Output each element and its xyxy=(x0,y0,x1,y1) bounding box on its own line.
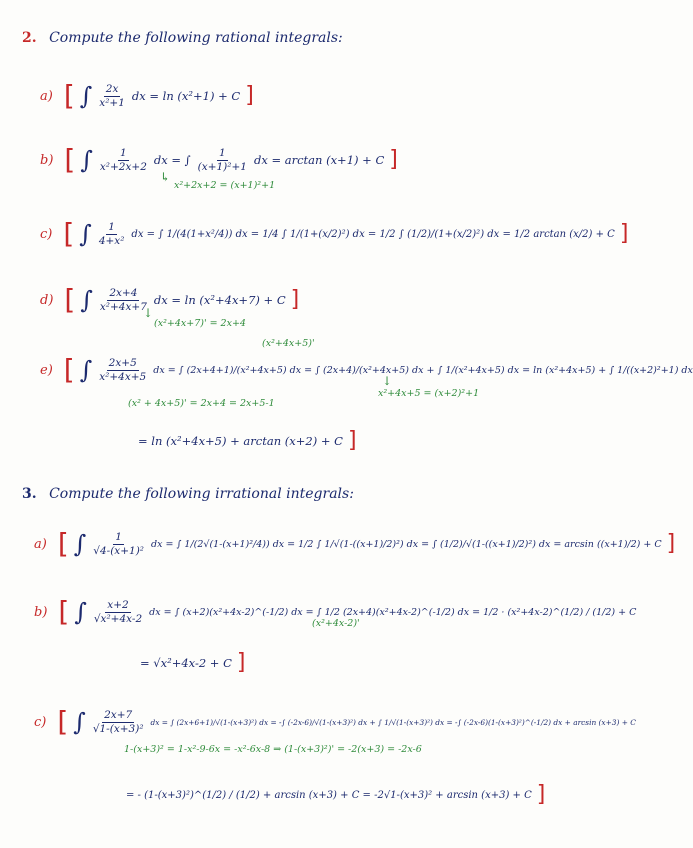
problem-label: a) xyxy=(40,88,53,104)
problem-2b xyxy=(40,143,398,176)
numerator: 2x+7 xyxy=(104,709,133,722)
problem-3b-result xyxy=(140,652,246,674)
side-note: (x²+4x-2)' xyxy=(312,618,360,629)
close-bracket: ] xyxy=(290,287,300,312)
section-2-number: 2. xyxy=(22,30,37,46)
integrand-fraction xyxy=(97,83,127,108)
numerator: x+2 xyxy=(107,599,129,612)
numerator: 1 xyxy=(115,531,122,544)
solution-line: dx = ∫ (2x+6+1)/√(1-(x+3)²) dx = -∫ (-2x-6)/√(1-(x+3)²) dx + ∫ 1/√(1-(x+3)²) dx = -∫ (-2x-6)(1-(x+3)²)^(-1/2) dx + arcsin (x+3) + C xyxy=(150,717,636,727)
denominator: √x²+4x-2 xyxy=(93,612,143,625)
problem-label: b) xyxy=(40,152,54,168)
close-bracket: ] xyxy=(347,428,357,453)
result-expression: = - (1-(x+3)²)^(1/2) / (1/2) + arcsin (x+3) + C = -2√1-(x+3)² + arcsin (x+3) + C xyxy=(126,789,532,801)
step-expression: dx = ∫ xyxy=(153,153,191,167)
problem-2e xyxy=(40,353,693,386)
integrand-fraction xyxy=(91,531,146,556)
problem-label: c) xyxy=(40,226,53,242)
down-arrow-icon: ↳ xyxy=(160,170,171,184)
solution-line: dx = ∫ (2x+4+1)/(x²+4x+5) dx = ∫ (2x+4)/(x²+4x+5) dx + ∫ 1/(x²+4x+5) dx = ln (x²+4x+5) + ∫ 1/((x+2)²+1) dx xyxy=(153,364,693,376)
open-bracket: [ xyxy=(63,353,75,386)
side-note: (x² + 4x+5)' = 2x+4 = 2x+5-1 xyxy=(128,398,275,409)
close-bracket: ] xyxy=(536,782,546,807)
side-note: (x²+4x+7)' = 2x+4 xyxy=(154,318,246,329)
integrand-fraction xyxy=(92,599,144,624)
problem-label: c) xyxy=(34,714,47,730)
down-arrow-icon: ↓ xyxy=(143,306,154,320)
section-2-text: Compute the following rational integrals: xyxy=(49,30,343,46)
problem-label: e) xyxy=(40,362,53,378)
problem-label: a) xyxy=(34,536,47,552)
problem-2a xyxy=(40,79,254,112)
integrand-fraction xyxy=(98,287,149,312)
result-expression: dx = arctan (x+1) + C xyxy=(253,153,385,167)
solution-line: dx = ∫ 1/(4(1+x²/4)) dx = 1/4 ∫ 1/(1+(x/2)²) dx = 1/2 ∫ (1/2)/(1+(x/2)²) dx = 1/2 arctan (x/2) + C xyxy=(131,228,615,240)
side-note: x²+4x+5 = (x+2)²+1 xyxy=(378,388,480,399)
down-arrow-icon: ↓ xyxy=(382,374,393,388)
open-bracket: [ xyxy=(57,705,69,738)
section-3-title xyxy=(22,486,354,502)
denominator: 4+x² xyxy=(98,234,125,247)
problem-3c-result xyxy=(126,784,545,806)
numerator: 2x xyxy=(105,83,119,96)
close-bracket: ] xyxy=(619,221,629,246)
result-expression: = √x²+4x-2 + C xyxy=(140,656,232,670)
open-bracket: [ xyxy=(64,143,76,176)
denominator: x²+4x+5 xyxy=(99,370,147,383)
open-bracket: [ xyxy=(57,527,69,560)
integrand-fraction xyxy=(97,357,148,382)
section-3-text: Compute the following irrational integrals: xyxy=(49,486,354,502)
numerator: 2x+4 xyxy=(109,287,138,300)
integrand-fraction xyxy=(91,709,146,734)
integral-sign: ∫ xyxy=(79,82,93,110)
numerator: 2x+5 xyxy=(108,357,137,370)
numerator: 1 xyxy=(218,147,226,160)
result-expression: dx = ln (x²+1) + C xyxy=(131,89,241,103)
solution-line: dx = ∫ (x+2)(x²+4x-2)^(-1/2) dx = ∫ 1/2 (2x+4)(x²+4x-2)^(-1/2) dx = 1/2 · (x²+4x-2)^(1/2) / (1/2) + C xyxy=(149,606,637,618)
denominator: x²+2x+2 xyxy=(99,160,147,173)
denominator: x²+4x+7 xyxy=(99,300,147,313)
integrand-fraction xyxy=(97,221,127,246)
result-expression: dx = ln (x²+4x+7) + C xyxy=(153,293,286,307)
problem-label: d) xyxy=(40,292,54,308)
integral-sign: ∫ xyxy=(79,356,93,384)
integral-sign: ∫ xyxy=(80,286,93,314)
problem-3a xyxy=(34,527,676,560)
solution-line: dx = ∫ 1/(2√(1-(x+1)²/4)) dx = 1/2 ∫ 1/√(1-((x+1)/2)²) dx = ∫ (1/2)/√(1-((x+1)/2)²) dx = arcsin ((x+1)/2) + C xyxy=(151,538,662,550)
open-bracket: [ xyxy=(64,283,76,316)
problem-2e-result xyxy=(138,430,357,452)
step-fraction xyxy=(196,147,249,172)
section-2-title xyxy=(22,30,343,46)
close-bracket: ] xyxy=(666,531,676,556)
open-bracket: [ xyxy=(63,79,75,112)
close-bracket: ] xyxy=(389,147,398,172)
close-bracket: ] xyxy=(245,83,254,108)
integral-sign: ∫ xyxy=(79,220,92,248)
denominator: x²+1 xyxy=(99,96,125,109)
integral-sign: ∫ xyxy=(73,530,87,558)
denominator: (x+1)²+1 xyxy=(197,160,247,173)
open-bracket: [ xyxy=(58,595,70,628)
integral-sign: ∫ xyxy=(73,708,86,736)
problem-label: b) xyxy=(34,604,48,620)
denominator: √1-(x+3)² xyxy=(92,722,144,735)
denominator: √4-(x+1)² xyxy=(93,544,145,557)
problem-2d xyxy=(40,283,300,316)
problem-3c xyxy=(34,705,636,738)
result-expression: = ln (x²+4x+5) + arctan (x+2) + C xyxy=(138,434,343,448)
open-bracket: [ xyxy=(63,217,75,250)
side-note: 1-(x+3)² = 1-x²-9-6x = -x²-6x-8 ⇒ (1-(x+3)²)' = -2(x+3) = -2x-6 xyxy=(124,744,422,755)
top-note: (x²+4x+5)' xyxy=(262,338,315,349)
close-bracket: ] xyxy=(236,650,246,675)
integral-sign: ∫ xyxy=(74,598,87,626)
section-3-number: 3. xyxy=(22,486,37,502)
integrand-fraction xyxy=(98,147,149,172)
numerator: 1 xyxy=(108,221,115,234)
integral-sign: ∫ xyxy=(80,146,93,174)
side-note: x²+2x+2 = (x+1)²+1 xyxy=(174,180,276,191)
problem-2c xyxy=(40,217,629,250)
numerator: 1 xyxy=(120,147,127,160)
